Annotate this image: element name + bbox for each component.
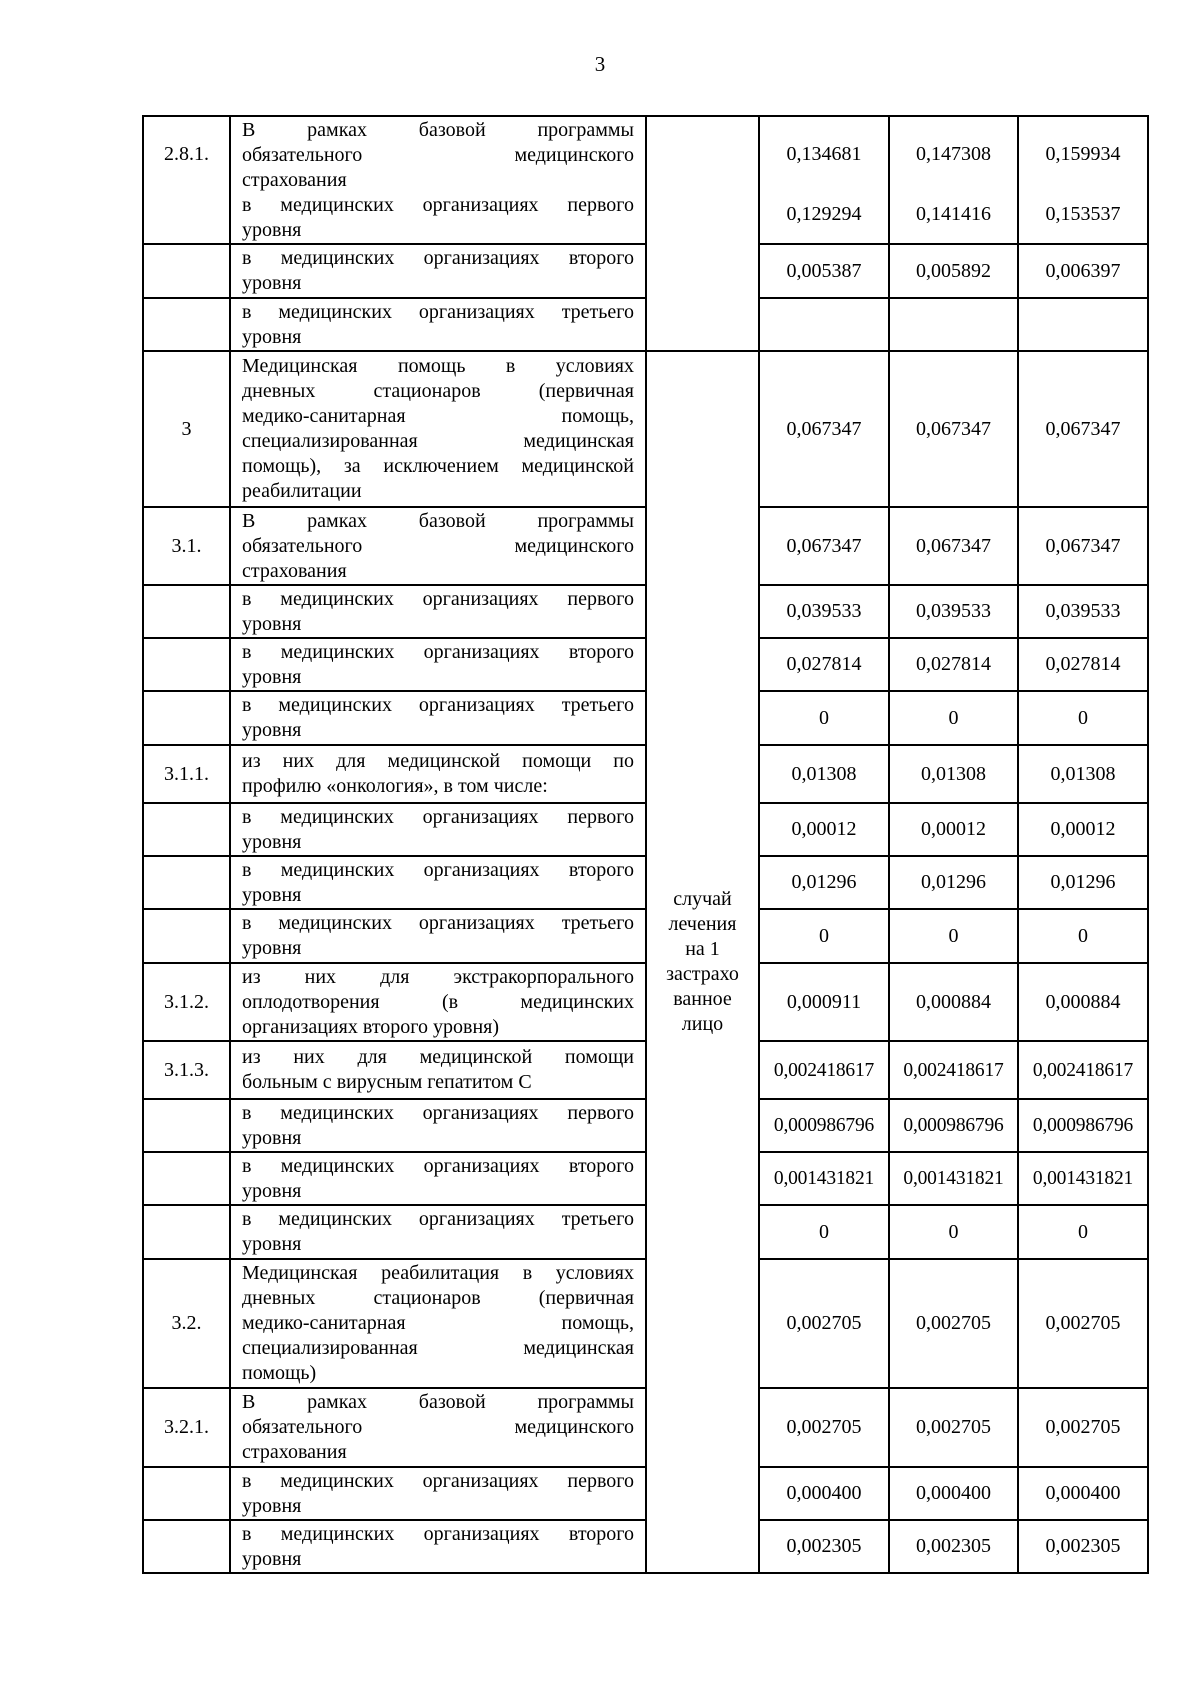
value-cell-v2: 0,039533 [889, 585, 1018, 638]
table-body [143, 116, 1148, 1573]
table-row [143, 1041, 1148, 1099]
row-number [143, 1520, 230, 1573]
description-line: дневных стационаров (первичная [242, 380, 634, 402]
unit-label-line: лицо [681, 1013, 724, 1035]
description-line: организациях второго уровня) [242, 1015, 500, 1038]
value-cell-v2: 0,002705 [889, 1259, 1018, 1388]
row-number [143, 1152, 230, 1205]
value-cell-v3: 0 [1018, 909, 1148, 963]
value-text: 0,129294 [786, 203, 862, 225]
value-text: 0,147308 [916, 143, 991, 165]
row-number: 3 [143, 351, 230, 507]
value-cell-v3: 0,00012 [1018, 803, 1148, 856]
table-row [143, 1388, 1148, 1467]
value-cell-v2: 0,027814 [889, 638, 1018, 691]
value-cell-v2: 0,067347 [889, 507, 1018, 585]
value-cell-v3: 0,01296 [1018, 856, 1148, 909]
description-line: помощь), за исключением медицинской [242, 455, 634, 477]
row-number [143, 856, 230, 909]
description-line: уровня [242, 612, 302, 635]
value-cell-v3: 0,027814 [1018, 638, 1148, 691]
row-description [230, 909, 646, 963]
unit-label-line: лечения [668, 913, 737, 935]
unit-cell [646, 351, 759, 1573]
table-row [143, 1205, 1148, 1259]
value-cell-v1: 0,067347 [759, 507, 889, 585]
value-cell-v3: 0 [1018, 1205, 1148, 1259]
table-row [143, 1152, 1148, 1205]
table-row [143, 909, 1148, 963]
value-cell-v2: 0,002705 [889, 1388, 1018, 1467]
row-number [143, 803, 230, 856]
row-number: 3.1.3. [143, 1041, 230, 1099]
value-cell-v1: 0 [759, 909, 889, 963]
description-line: уровня [242, 1233, 302, 1255]
row-description [230, 1152, 646, 1205]
row-description [230, 507, 646, 585]
description-line: уровня [242, 325, 302, 348]
row-description [230, 856, 646, 909]
value-cell-v1: 0,002705 [759, 1259, 889, 1388]
value-cell-v1: 0,002705 [759, 1388, 889, 1467]
value-cell-v2: 0 [889, 909, 1018, 963]
value-cell-v2: 0,01308 [889, 745, 1018, 803]
row-number: 3.1. [143, 507, 230, 585]
value-cell-v3 [1018, 116, 1148, 244]
value-cell-v3: 0,067347 [1018, 507, 1148, 585]
description-line: В рамках базовой программы [242, 509, 634, 532]
value-cell-v3: 0,067347 [1018, 351, 1148, 507]
table-row [143, 745, 1148, 803]
value-cell-v3: 0,002305 [1018, 1520, 1148, 1573]
description-line: в медицинских организациях второго [242, 1154, 634, 1177]
value-cell-v1: 0,000400 [759, 1467, 889, 1520]
row-description [230, 1388, 646, 1467]
value-cell-v3: 0,000400 [1018, 1467, 1148, 1520]
description-line: профилю «онкология», в том числе: [242, 775, 548, 797]
value-cell-v2: 0,01296 [889, 856, 1018, 909]
description-line: обязательного медицинского [242, 534, 634, 557]
description-line: помощь) [242, 1362, 317, 1384]
description-line: уровня [242, 1179, 302, 1202]
value-cell-v1: 0,027814 [759, 638, 889, 691]
description-line: уровня [242, 1547, 302, 1570]
row-number [143, 298, 230, 351]
table-row [143, 856, 1148, 909]
value-text: 0,159934 [1045, 143, 1121, 165]
description-line: уровня [242, 1494, 302, 1517]
value-cell-v2: 0,000986796 [889, 1099, 1018, 1152]
unit-label-line: застрахо [666, 963, 739, 985]
table-row [143, 298, 1148, 351]
description-line: в медицинских организациях первого [242, 587, 634, 610]
row-description [230, 803, 646, 856]
description-line: дневных стационаров (первичная [242, 1287, 634, 1309]
description-line: реабилитации [242, 480, 362, 502]
table-row [143, 638, 1148, 691]
row-description [230, 1520, 646, 1573]
description-line: уровня [242, 1126, 302, 1149]
description-line: из них для медицинской помощи по [242, 750, 634, 772]
description-line: в медицинских организациях второго [242, 640, 634, 663]
table-row [143, 1467, 1148, 1520]
description-line: в медицинских организациях третьего [242, 694, 634, 716]
row-number [143, 1467, 230, 1520]
value-cell-v1: 0,000911 [759, 963, 889, 1041]
value-cell-v1: 0,001431821 [759, 1152, 889, 1205]
value-cell-v1: 0,039533 [759, 585, 889, 638]
value-cell-v1 [759, 116, 889, 244]
row-number [143, 1099, 230, 1152]
table-row [143, 1259, 1148, 1388]
row-description [230, 638, 646, 691]
table-row [143, 691, 1148, 745]
value-cell-v2: 0,005892 [889, 244, 1018, 298]
row-number [143, 691, 230, 745]
row-description [230, 1205, 646, 1259]
row-number: 2.8.1. [143, 116, 230, 244]
description-line: в медицинских организациях первого [242, 1101, 634, 1124]
description-line: В рамках базовой программы [242, 118, 634, 141]
value-cell-v1: 0,01296 [759, 856, 889, 909]
description-line: из них для экстракорпорального [242, 965, 634, 988]
value-cell-v1: 0,01308 [759, 745, 889, 803]
row-number: 3.1.1. [143, 745, 230, 803]
value-cell-v2: 0 [889, 1205, 1018, 1259]
row-description [230, 351, 646, 507]
row-description [230, 1041, 646, 1099]
description-line: в медицинских организациях второго [242, 247, 634, 269]
value-cell-v1: 0,00012 [759, 803, 889, 856]
value-cell-v1: 0 [759, 691, 889, 745]
table-row [143, 1520, 1148, 1573]
row-number [143, 909, 230, 963]
row-description [230, 116, 646, 244]
norms-table [142, 115, 1149, 1574]
description-line: уровня [242, 883, 302, 906]
row-description [230, 244, 646, 298]
value-cell-v3: 0 [1018, 691, 1148, 745]
description-line: в медицинских организациях третьего [242, 912, 634, 934]
value-cell-v2: 0,067347 [889, 351, 1018, 507]
value-cell-v1 [759, 298, 889, 351]
value-cell-v3: 0,001431821 [1018, 1152, 1148, 1205]
value-cell-v3: 0,002705 [1018, 1388, 1148, 1467]
value-cell-v2: 0,000884 [889, 963, 1018, 1041]
value-cell-v3: 0,002418617 [1018, 1041, 1148, 1099]
value-cell-v1: 0 [759, 1205, 889, 1259]
table-row [143, 585, 1148, 638]
table-row [143, 803, 1148, 856]
value-text: 0,134681 [786, 143, 862, 165]
description-line: Медицинская помощь в условиях [242, 355, 634, 377]
description-line: медико-санитарная помощь, [242, 1312, 634, 1334]
value-cell-v2: 0,002305 [889, 1520, 1018, 1573]
table-row [143, 116, 1148, 244]
description-line: Медицинская реабилитация в условиях [242, 1262, 634, 1284]
description-line: больным с вирусным гепатитом С [242, 1071, 532, 1093]
value-cell-v1: 0,002418617 [759, 1041, 889, 1099]
value-cell-v3: 0,000884 [1018, 963, 1148, 1041]
description-line: уровня [242, 218, 302, 241]
row-description [230, 1259, 646, 1388]
description-line: в медицинских организациях второго [242, 858, 634, 881]
page-number: 3 [594, 52, 606, 76]
description-line: В рамках базовой программы [242, 1391, 634, 1413]
description-line: обязательного медицинского [242, 143, 634, 166]
unit-label-line: на 1 [685, 938, 720, 960]
table-row [143, 1099, 1148, 1152]
row-number: 3.2. [143, 1259, 230, 1388]
value-cell-v2: 0,000400 [889, 1467, 1018, 1520]
description-line: страхования [242, 168, 347, 191]
value-cell-v2: 0 [889, 691, 1018, 745]
row-number: 3.1.2. [143, 963, 230, 1041]
row-number [143, 638, 230, 691]
value-cell-v3: 0,000986796 [1018, 1099, 1148, 1152]
description-line: в медицинских организациях третьего [242, 1208, 634, 1230]
row-description [230, 1099, 646, 1152]
description-line: оплодотворения (в медицинских [242, 990, 634, 1013]
description-line: уровня [242, 272, 302, 294]
description-line: уровня [242, 665, 302, 688]
description-line: уровня [242, 830, 302, 853]
row-description [230, 691, 646, 745]
description-line: специализированная медицинская [242, 430, 634, 452]
row-number: 3.2.1. [143, 1388, 230, 1467]
row-description [230, 585, 646, 638]
description-line: в медицинских организациях второго [242, 1522, 634, 1545]
description-line: страхования [242, 1441, 347, 1463]
unit-label-line: ванное [673, 988, 732, 1010]
table-row [143, 351, 1148, 507]
value-cell-v2: 0,001431821 [889, 1152, 1018, 1205]
row-number [143, 1205, 230, 1259]
value-cell-v1: 0,002305 [759, 1520, 889, 1573]
table-row [143, 963, 1148, 1041]
description-line: медико-санитарная помощь, [242, 405, 634, 427]
value-cell-v1: 0,000986796 [759, 1099, 889, 1152]
value-text: 0,153537 [1045, 203, 1121, 225]
row-description [230, 745, 646, 803]
description-line: уровня [242, 937, 302, 959]
row-description [230, 1467, 646, 1520]
description-line: в медицинских организациях первого [242, 1469, 634, 1492]
value-cell-v3: 0,01308 [1018, 745, 1148, 803]
value-cell-v1: 0,005387 [759, 244, 889, 298]
row-number [143, 244, 230, 298]
description-line: уровня [242, 719, 302, 741]
description-line: обязательного медицинского [242, 1416, 634, 1438]
value-cell-v3 [1018, 298, 1148, 351]
value-cell-v2 [889, 116, 1018, 244]
value-cell-v3: 0,039533 [1018, 585, 1148, 638]
value-cell-v1: 0,067347 [759, 351, 889, 507]
value-cell-v2: 0,00012 [889, 803, 1018, 856]
value-cell-v3: 0,006397 [1018, 244, 1148, 298]
value-cell-v3: 0,002705 [1018, 1259, 1148, 1388]
table-row [143, 507, 1148, 585]
unit-cell-empty [646, 116, 759, 351]
unit-label-line: случай [673, 888, 732, 910]
value-text: 0,141416 [916, 203, 991, 225]
value-cell-v2 [889, 298, 1018, 351]
table-row [143, 244, 1148, 298]
description-line: специализированная медицинская [242, 1337, 634, 1359]
value-cell-v2: 0,002418617 [889, 1041, 1018, 1099]
description-line: в медицинских организациях первого [242, 193, 634, 216]
row-number [143, 585, 230, 638]
description-line: страхования [242, 559, 347, 582]
row-description [230, 963, 646, 1041]
description-line: в медицинских организациях третьего [242, 300, 634, 323]
description-line: в медицинских организациях первого [242, 805, 634, 828]
row-description [230, 298, 646, 351]
description-line: из них для медицинской помощи [242, 1046, 634, 1068]
